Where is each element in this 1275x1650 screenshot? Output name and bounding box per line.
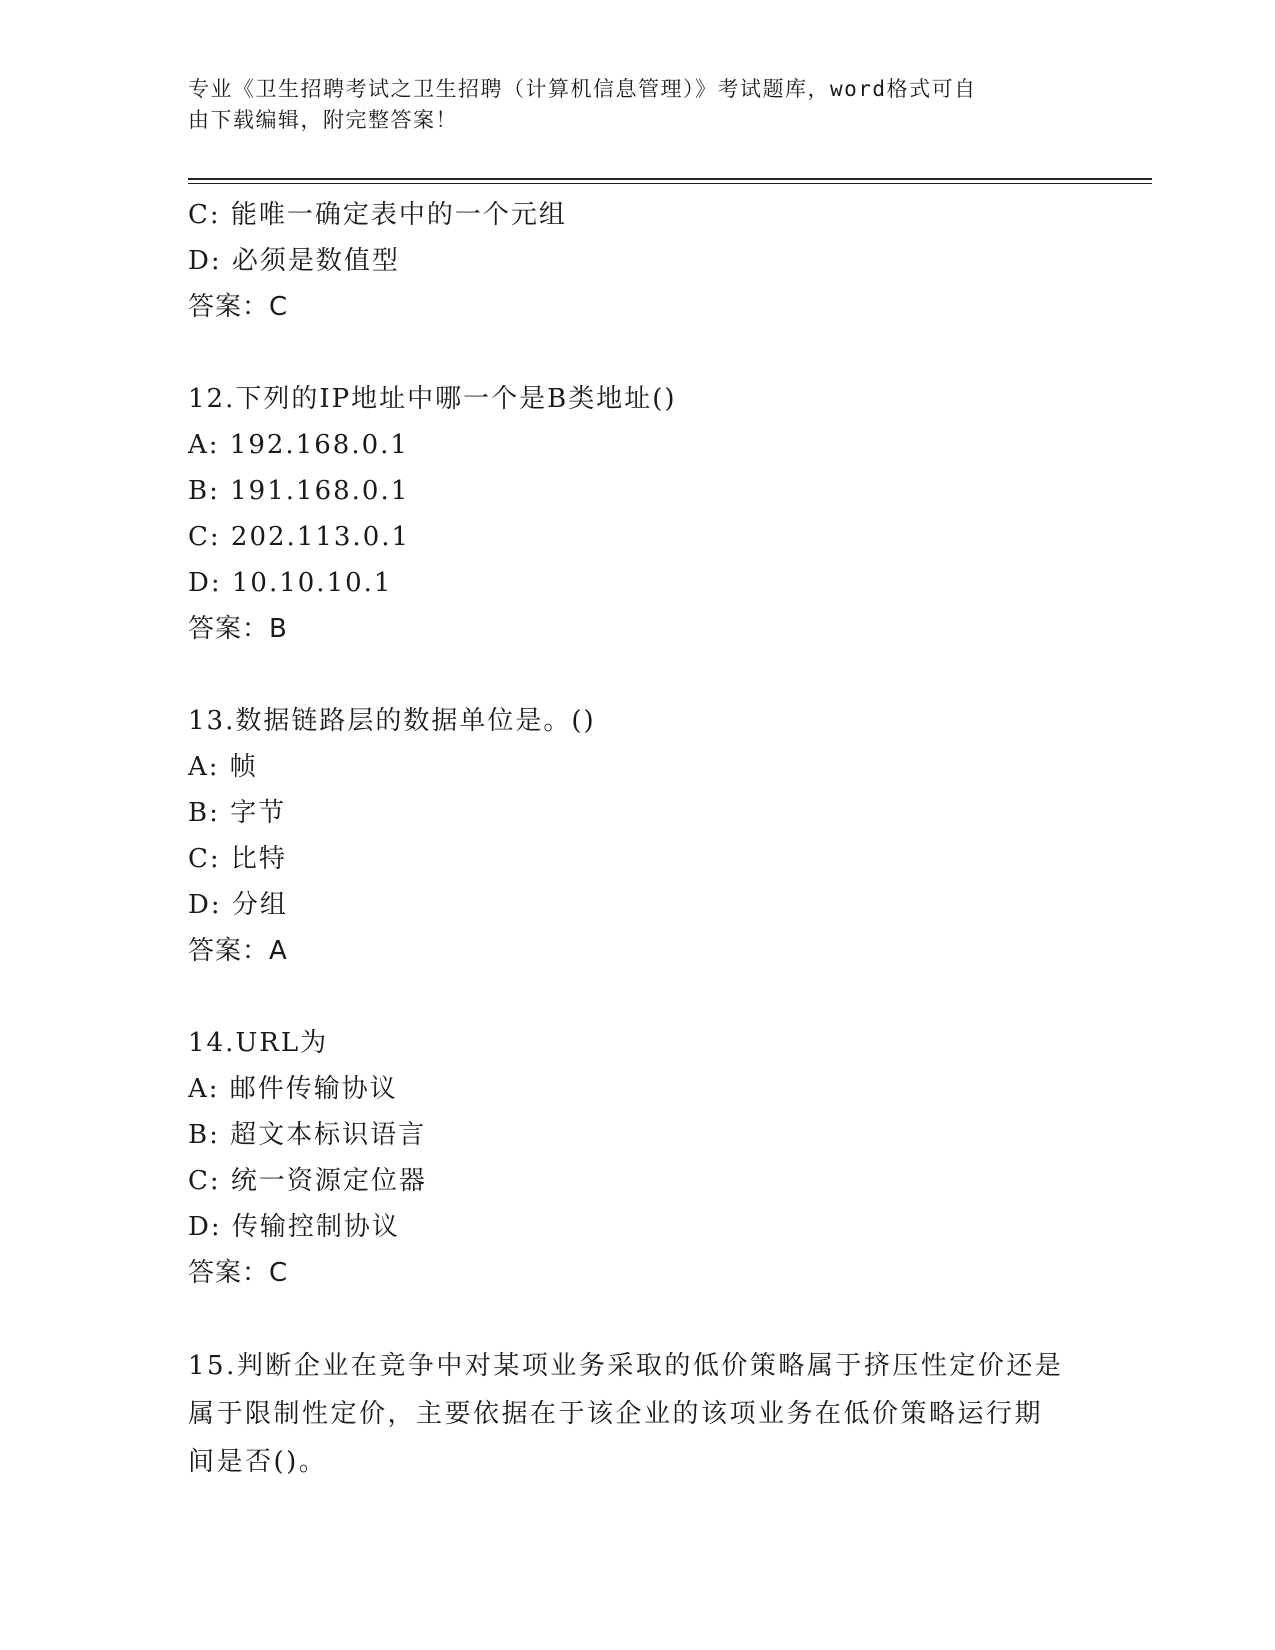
spacer: [188, 1296, 1088, 1342]
option-c: C: 能唯一确定表中的一个元组: [188, 200, 567, 230]
spacer: [188, 652, 1088, 698]
option-a: A: 帧: [188, 752, 258, 782]
question-11: [188, 192, 1088, 330]
question-12: [188, 376, 1088, 652]
header-divider-thin: [188, 183, 1152, 184]
question-14: [188, 1020, 1088, 1296]
spacer: [188, 330, 1088, 376]
question-stem-line-3: 间是否()。: [188, 1447, 328, 1477]
option-a: A: 192.168.0.1: [188, 430, 409, 460]
option-d: D: 传输控制协议: [188, 1212, 400, 1242]
question-stem-line-1: 15.判断企业在竞争中对某项业务采取的低价策略属于挤压性定价还是: [188, 1351, 1064, 1381]
question-stem: 13.数据链路层的数据单位是。(): [188, 706, 596, 736]
option-c: C: 202.113.0.1: [188, 522, 411, 552]
spacer: [188, 974, 1088, 1020]
option-b: B: 191.168.0.1: [188, 476, 410, 506]
document-header: [188, 74, 1068, 136]
option-d: D: 必须是数值型: [188, 246, 400, 276]
answer: 答案：A: [188, 936, 288, 966]
answer: 答案：B: [188, 614, 288, 644]
option-c: C: 统一资源定位器: [188, 1166, 427, 1196]
question-stem: 14.URL为: [188, 1028, 329, 1058]
question-stem: 12.下列的IP地址中哪一个是B类地址(): [188, 384, 677, 414]
header-divider-thick: [188, 178, 1152, 180]
option-a: A: 邮件传输协议: [188, 1074, 398, 1104]
question-stem-line-2: 属于限制性定价，主要依据在于该企业的该项业务在低价策略运行期: [188, 1399, 1044, 1429]
option-d: D: 分组: [188, 890, 288, 920]
question-13: [188, 698, 1088, 974]
option-b: B: 超文本标识语言: [188, 1120, 427, 1150]
question-list: [188, 192, 1088, 1486]
option-d: D: 10.10.10.1: [188, 568, 393, 598]
option-c: C: 比特: [188, 844, 287, 874]
answer: 答案：C: [188, 292, 289, 322]
question-15: [188, 1342, 1088, 1486]
header-line-1: 专业《卫生招聘考试之卫生招聘（计算机信息管理）》考试题库，word格式可自: [188, 77, 977, 101]
header-line-2: 由下载编辑，附完整答案！: [188, 108, 458, 132]
answer: 答案：C: [188, 1258, 289, 1288]
option-b: B: 字节: [188, 798, 287, 828]
